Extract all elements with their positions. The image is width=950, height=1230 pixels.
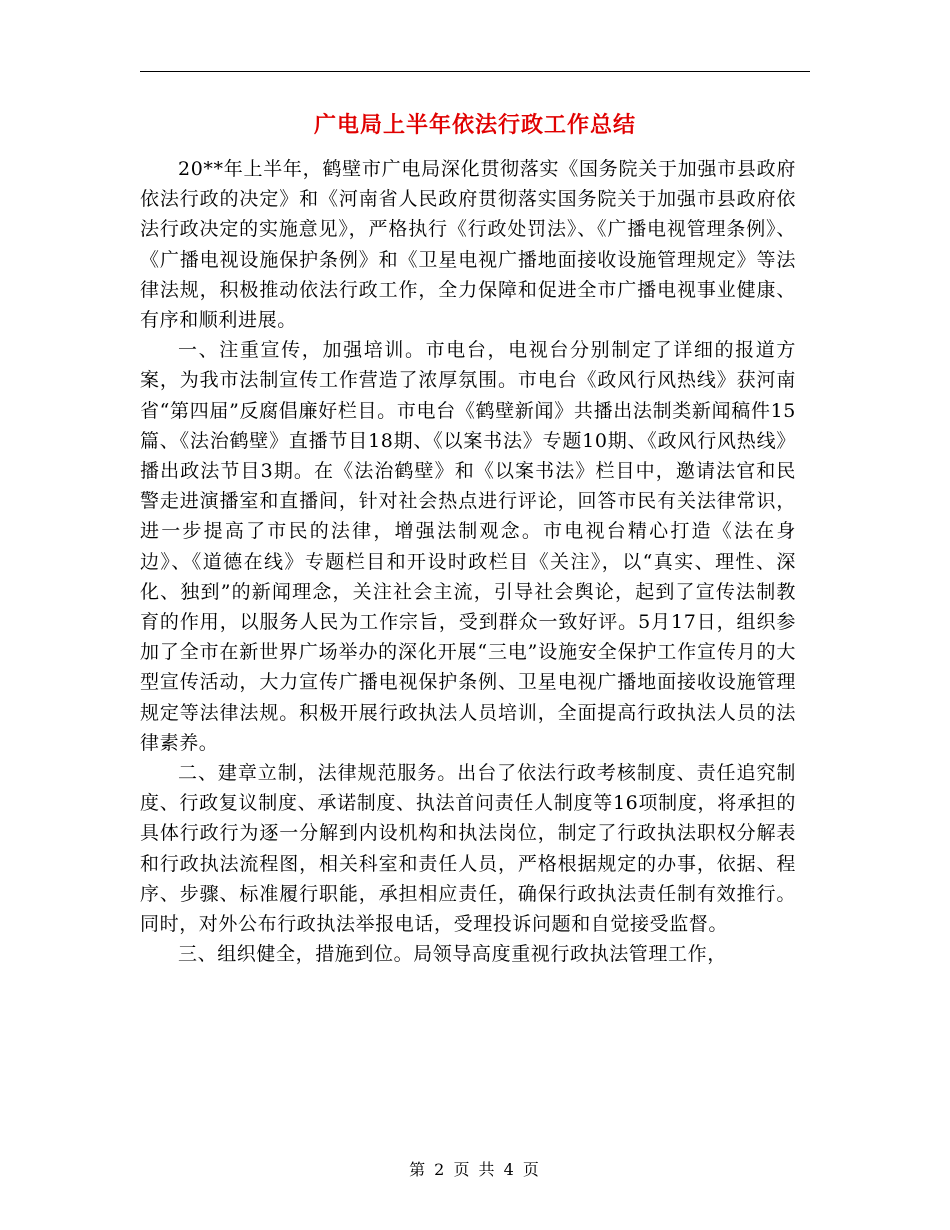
document-title: 广电局上半年依法行政工作总结 bbox=[313, 112, 636, 138]
page-number: 第 2 页 共 4 页 bbox=[409, 1160, 541, 1179]
header-rule bbox=[140, 71, 810, 72]
document-body bbox=[140, 154, 796, 969]
paragraph-section-2: 二、建章立制，法律规范服务。出台了依法行政考核制度、责任追究制度、行政复议制度、承诺制度、执法首问责任人制度等16项制度，将承担的具体行政行为逐一分解到内设机构和执法岗位，制定了行政执法职权分解表和行政执法流程图，相关科室和责任人员，严格根据规定的办事，依据、程序、步骤、标准履行职能，承担相应责任，确保行政执法责任制有效推行。同时，对外公布行政执法举报电话，受理投诉问题和自觉接受监督。 bbox=[140, 762, 796, 936]
paragraph-section-3: 三、组织健全，措施到位。局领导高度重视行政执法管理工作， bbox=[178, 943, 727, 966]
paragraph-section-1: 一、注重宣传，加强培训。市电台，电视台分别制定了详细的报道方案，为我市法制宣传工作营造了浓厚氛围。市电台《政风行风热线》获河南省“第四届”反腐倡廉好栏目。市电台《鹤壁新闻》共播出法制类新闻稿件15篇、《法治鹤壁》直播节目18期、《以案书法》专题10期、《政风行风热线》播出政法节目3期。在《法治鹤壁》和《以案书法》栏目中，邀请法官和民警走进演播室和直播间，针对社会热点进行评论，回答市民有关法律常识，进一步提高了市民的法律，增强法制观念。市电视台精心打造《法在身边》、《道德在线》专题栏目和开设时政栏目《关注》，以“真实、理性、深化、独到”的新闻理念，关注社会主流，引导社会舆论，起到了宣传法制教育的作用，以服务人民为工作宗旨，受到群众一致好评。5月17日，组织参加了全市在新世界广场举办的深化开展“三电”设施安全保护工作宣传月的大型宣传活动，大力宣传广播电视保护条例、卫星电视广播地面接收设施管理规定等法律法规。积极开展行政执法人员培训，全面提高行政执法人员的法律素养。 bbox=[140, 339, 796, 754]
paragraph-intro: 20**年上半年，鹤壁市广电局深化贯彻落实《国务院关于加强市县政府依法行政的决定》和《河南省人民政府贯彻落实国务院关于加强市县政府依法行政决定的实施意见》，严格执行《行政处罚法》、《广播电视管理条例》、《广播电视设施保护条例》和《卫星电视广播地面接收设施管理规定》等法律法规，积极推动依法行政工作，全力保障和促进全市广播电视事业健康、有序和顺利进展。 bbox=[140, 158, 796, 332]
